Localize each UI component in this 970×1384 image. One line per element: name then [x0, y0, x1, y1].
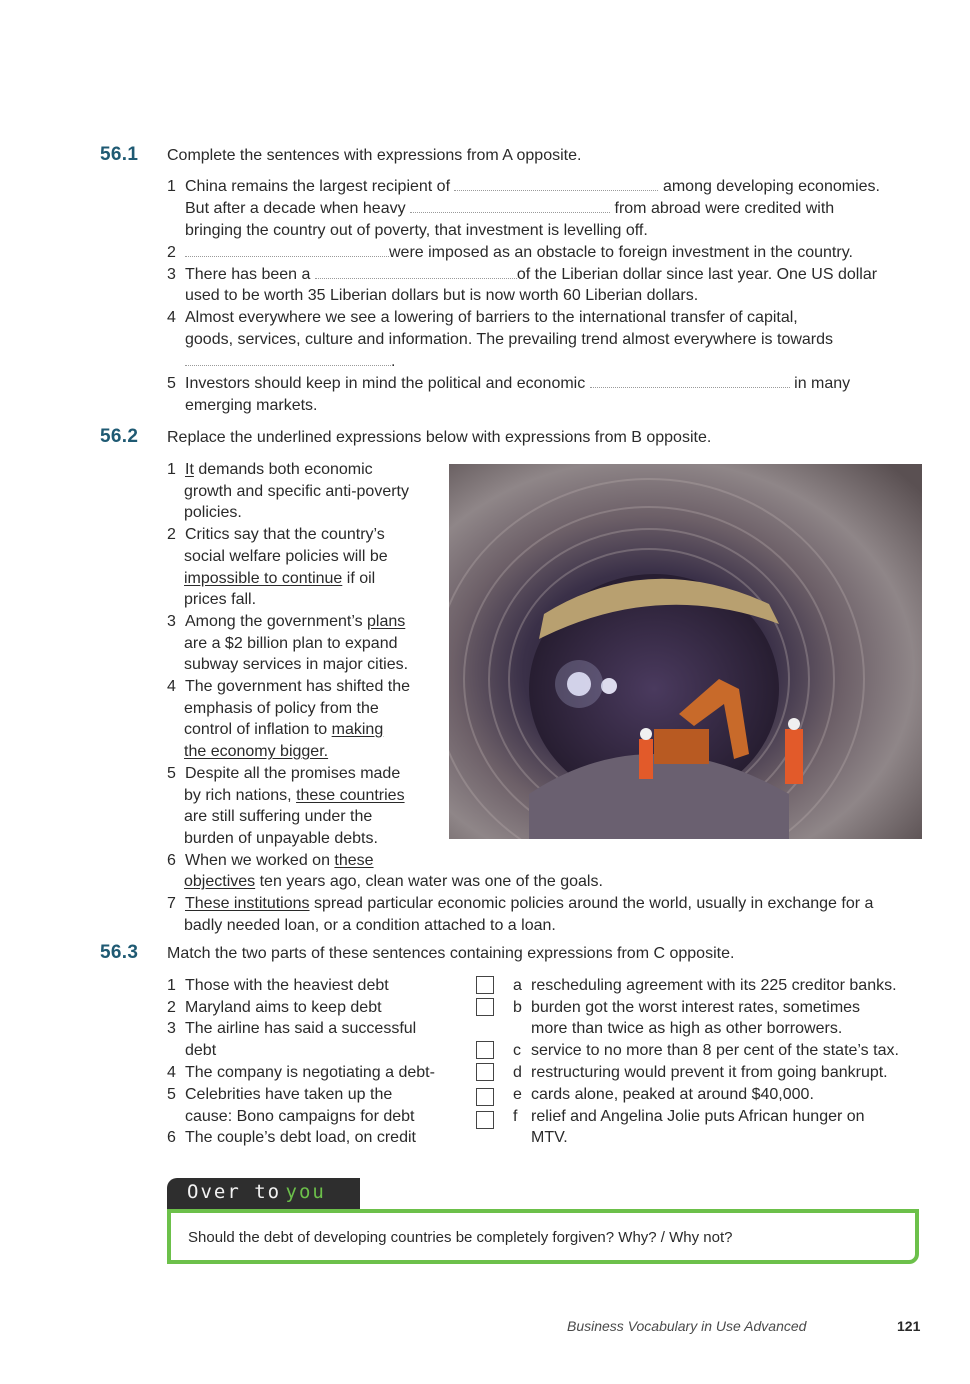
ex2-item-4-line [184, 741, 328, 762]
ex1-line-5: 5 Investors should keep in mind the political and economic in many [167, 375, 851, 392]
item-text: The airline has said a successful [185, 1020, 417, 1037]
item-text: more than twice as high as other borrowers. [531, 1020, 843, 1037]
ex3-right-item [531, 1127, 568, 1148]
ex3-left-item [167, 1018, 416, 1039]
item-text: burden got the worst interest rates, sometimes [531, 999, 861, 1016]
ex1-line-2: 2 were imposed as an obstacle to foreign investment in the country. [167, 244, 853, 261]
underlined-expression: impossible to continue [184, 570, 343, 587]
over-to-you-box [167, 1209, 919, 1264]
item-number: 2 [167, 526, 176, 543]
sentence-text: control of inflation to [184, 721, 332, 738]
sentence-text: Among the government’s [185, 613, 368, 630]
ex2-item-2-line [184, 568, 375, 589]
ex2-item-5-line [184, 806, 372, 827]
ex3-left-item [167, 1127, 416, 1148]
ex3-left-item [185, 1106, 414, 1127]
item-letter: d [513, 1064, 522, 1081]
item-text: debt [185, 1042, 217, 1059]
over-to-you-tab [167, 1178, 360, 1209]
ex2-item-2-line [184, 546, 388, 567]
exercise-number-56-3: 56.3 [100, 942, 139, 963]
exercise-instruction-56-2: Replace the underlined expressions below with expressions from B opposite. [167, 429, 712, 446]
item-number: 7 [167, 895, 176, 912]
ex1-line-5b: emerging markets. [185, 397, 318, 414]
answer-checkbox[interactable] [476, 1063, 494, 1081]
discussion-question: Should the debt of developing countries be completely forgiven? Why? / Why not? [188, 1229, 733, 1246]
over-to-you-label: Over to [187, 1181, 282, 1203]
item-number: 5 [167, 1086, 176, 1103]
sentence-text: growth and specific anti-poverty [184, 483, 409, 500]
item-letter: f [513, 1108, 518, 1125]
answer-checkbox[interactable] [476, 976, 494, 994]
underlined-expression: these [334, 852, 374, 869]
underlined-expression: It [185, 461, 194, 478]
ex3-left-item [185, 1040, 216, 1061]
ex3-left-item [167, 1062, 435, 1083]
ex2-item-1-line [184, 502, 242, 523]
ex1-line-4: 4 Almost everywhere we see a lowering of barriers to the international transfer of capital, [167, 309, 798, 326]
book-title: Business Vocabulary in Use Advanced [567, 1318, 807, 1334]
answer-blank[interactable] [410, 198, 610, 213]
ex1-line-3b: used to be worth 35 Liberian dollars but is now worth 60 Liberian dollars. [185, 287, 699, 304]
sentence-text: if oil [342, 570, 376, 587]
item-letter: e [513, 1086, 522, 1103]
sentence-text: badly needed loan, or a condition attached to a loan. [184, 917, 556, 934]
answer-checkbox[interactable] [476, 1111, 494, 1129]
ex2-item-5-line [184, 785, 405, 806]
sentence-text: The government has shifted the [185, 678, 411, 695]
ex1-line-4b: goods, services, culture and information. The prevailing trend almost everywhere is towards [185, 331, 834, 348]
ex1-line-1b: But after a decade when heavy from abroad were credited with [185, 200, 835, 217]
sentence-text: ten years ago, clean water was one of the goals. [255, 873, 603, 890]
ex3-left-item [167, 1084, 392, 1105]
exercise-instruction-56-3: Match the two parts of these sentences containing expressions from C opposite. [167, 945, 735, 962]
ex1-line-1c: bringing the country out of poverty, that investment is levelling off. [185, 222, 648, 239]
page-number: 121 [897, 1318, 921, 1334]
sentence-text: demands both economic [193, 461, 373, 478]
item-number: 1 [167, 977, 176, 994]
item-number: 4 [167, 1064, 176, 1081]
item-text: restructuring would prevent it from going bankrupt. [531, 1064, 888, 1081]
over-to-you-label-accent: you [285, 1181, 326, 1203]
underlined-expression: plans [367, 613, 406, 630]
answer-blank[interactable] [185, 351, 391, 366]
item-text: cards alone, peaked at around $40,000. [531, 1086, 814, 1103]
ex2-item-2-line [184, 589, 256, 610]
item-text: relief and Angelina Jolie puts African hunger on [531, 1108, 865, 1125]
item-number: 4 [167, 678, 176, 695]
sentence-text: social welfare policies will be [184, 548, 388, 565]
ex2-item-7-line [167, 893, 873, 914]
ex3-right-item [513, 1040, 899, 1061]
sentence-text: subway services in major cities. [184, 656, 409, 673]
sentence-text: spread particular economic policies around the world, usually in exchange for a [309, 895, 874, 912]
exercise-instruction-56-1: Complete the sentences with expressions from A opposite. [167, 147, 582, 164]
ex3-right-item [513, 997, 860, 1018]
answer-blank[interactable] [454, 176, 658, 191]
sentence-text: are still suffering under the [184, 808, 373, 825]
sentence-text: Despite all the promises made [185, 765, 401, 782]
answer-blank[interactable] [185, 242, 389, 257]
underlined-expression: making [331, 721, 384, 738]
ex2-item-6-line [167, 850, 374, 871]
item-text: cause: Bono campaigns for debt [185, 1108, 415, 1125]
item-text: Celebrities have taken up the [185, 1086, 393, 1103]
item-text: Those with the heaviest debt [185, 977, 389, 994]
ex2-item-4-line [167, 676, 410, 697]
item-text: The company is negotiating a debt- [185, 1064, 435, 1081]
sentence-text: by rich nations, [184, 787, 297, 804]
sentence-text: Critics say that the country’s [185, 526, 385, 543]
ex2-item-3-line [184, 654, 408, 675]
item-number: 5 [167, 765, 176, 782]
answer-checkbox[interactable] [476, 1088, 494, 1106]
ex2-item-5-line [167, 763, 400, 784]
item-text: rescheduling agreement with its 225 creditor banks. [531, 977, 897, 994]
item-letter: b [513, 999, 522, 1016]
item-number: 6 [167, 1129, 176, 1146]
underlined-expression: the economy bigger. [184, 743, 329, 760]
ex2-item-1-line [184, 481, 409, 502]
item-text: The couple’s debt load, on credit [185, 1129, 416, 1146]
ex2-item-5-line [184, 828, 378, 849]
sentence-text: policies. [184, 504, 242, 521]
ex3-left-item [167, 997, 382, 1018]
ex2-item-3-line [167, 611, 405, 632]
ex3-right-item [513, 1106, 865, 1127]
tunnel-construction-photo [449, 464, 922, 839]
underlined-expression: These institutions [185, 895, 310, 912]
ex1-line-1: 1 China remains the largest recipient of among developing economies. [167, 178, 880, 195]
item-text: Maryland aims to keep debt [185, 999, 382, 1016]
sentence-text: burden of unpayable debts. [184, 830, 378, 847]
answer-blank[interactable] [590, 373, 790, 388]
underlined-expression: objectives [184, 873, 256, 890]
item-text: service to no more than 8 per cent of the state’s tax. [531, 1042, 899, 1059]
item-letter: a [513, 977, 522, 994]
ex2-item-7-line [184, 915, 556, 936]
ex2-item-1-line [167, 459, 373, 480]
ex3-left-item [167, 975, 389, 996]
sentence-text: prices fall. [184, 591, 257, 608]
exercise-number-56-1: 56.1 [100, 144, 139, 165]
item-number: 1 [167, 461, 176, 478]
ex2-item-2-line [167, 524, 385, 545]
sentence-text: When we worked on [185, 852, 335, 869]
ex3-right-item [513, 1062, 888, 1083]
ex1-line-4c: . [185, 351, 395, 372]
underlined-expression: these countries [296, 787, 405, 804]
ex3-right-item [513, 975, 897, 996]
tunnel-illustration [449, 464, 922, 839]
exercise-number-56-2: 56.2 [100, 426, 139, 447]
item-number: 2 [167, 999, 176, 1016]
answer-blank[interactable] [315, 264, 517, 279]
answer-checkbox[interactable] [476, 1041, 494, 1059]
ex3-right-item [531, 1018, 842, 1039]
item-number: 3 [167, 613, 176, 630]
ex2-item-4-line [184, 719, 383, 740]
ex2-item-6-line [184, 871, 603, 892]
ex2-item-4-line [184, 698, 379, 719]
answer-checkbox[interactable] [476, 998, 494, 1016]
item-number: 6 [167, 852, 176, 869]
item-letter: c [513, 1042, 521, 1059]
sentence-text: emphasis of policy from the [184, 700, 379, 717]
ex1-line-3: 3 There has been a of the Liberian dollar since last year. One US dollar [167, 266, 878, 283]
ex2-item-3-line [184, 633, 398, 654]
ex3-right-item [513, 1084, 814, 1105]
item-number: 3 [167, 1020, 176, 1037]
sentence-text: are a $2 billion plan to expand [184, 635, 398, 652]
item-text: MTV. [531, 1129, 568, 1146]
